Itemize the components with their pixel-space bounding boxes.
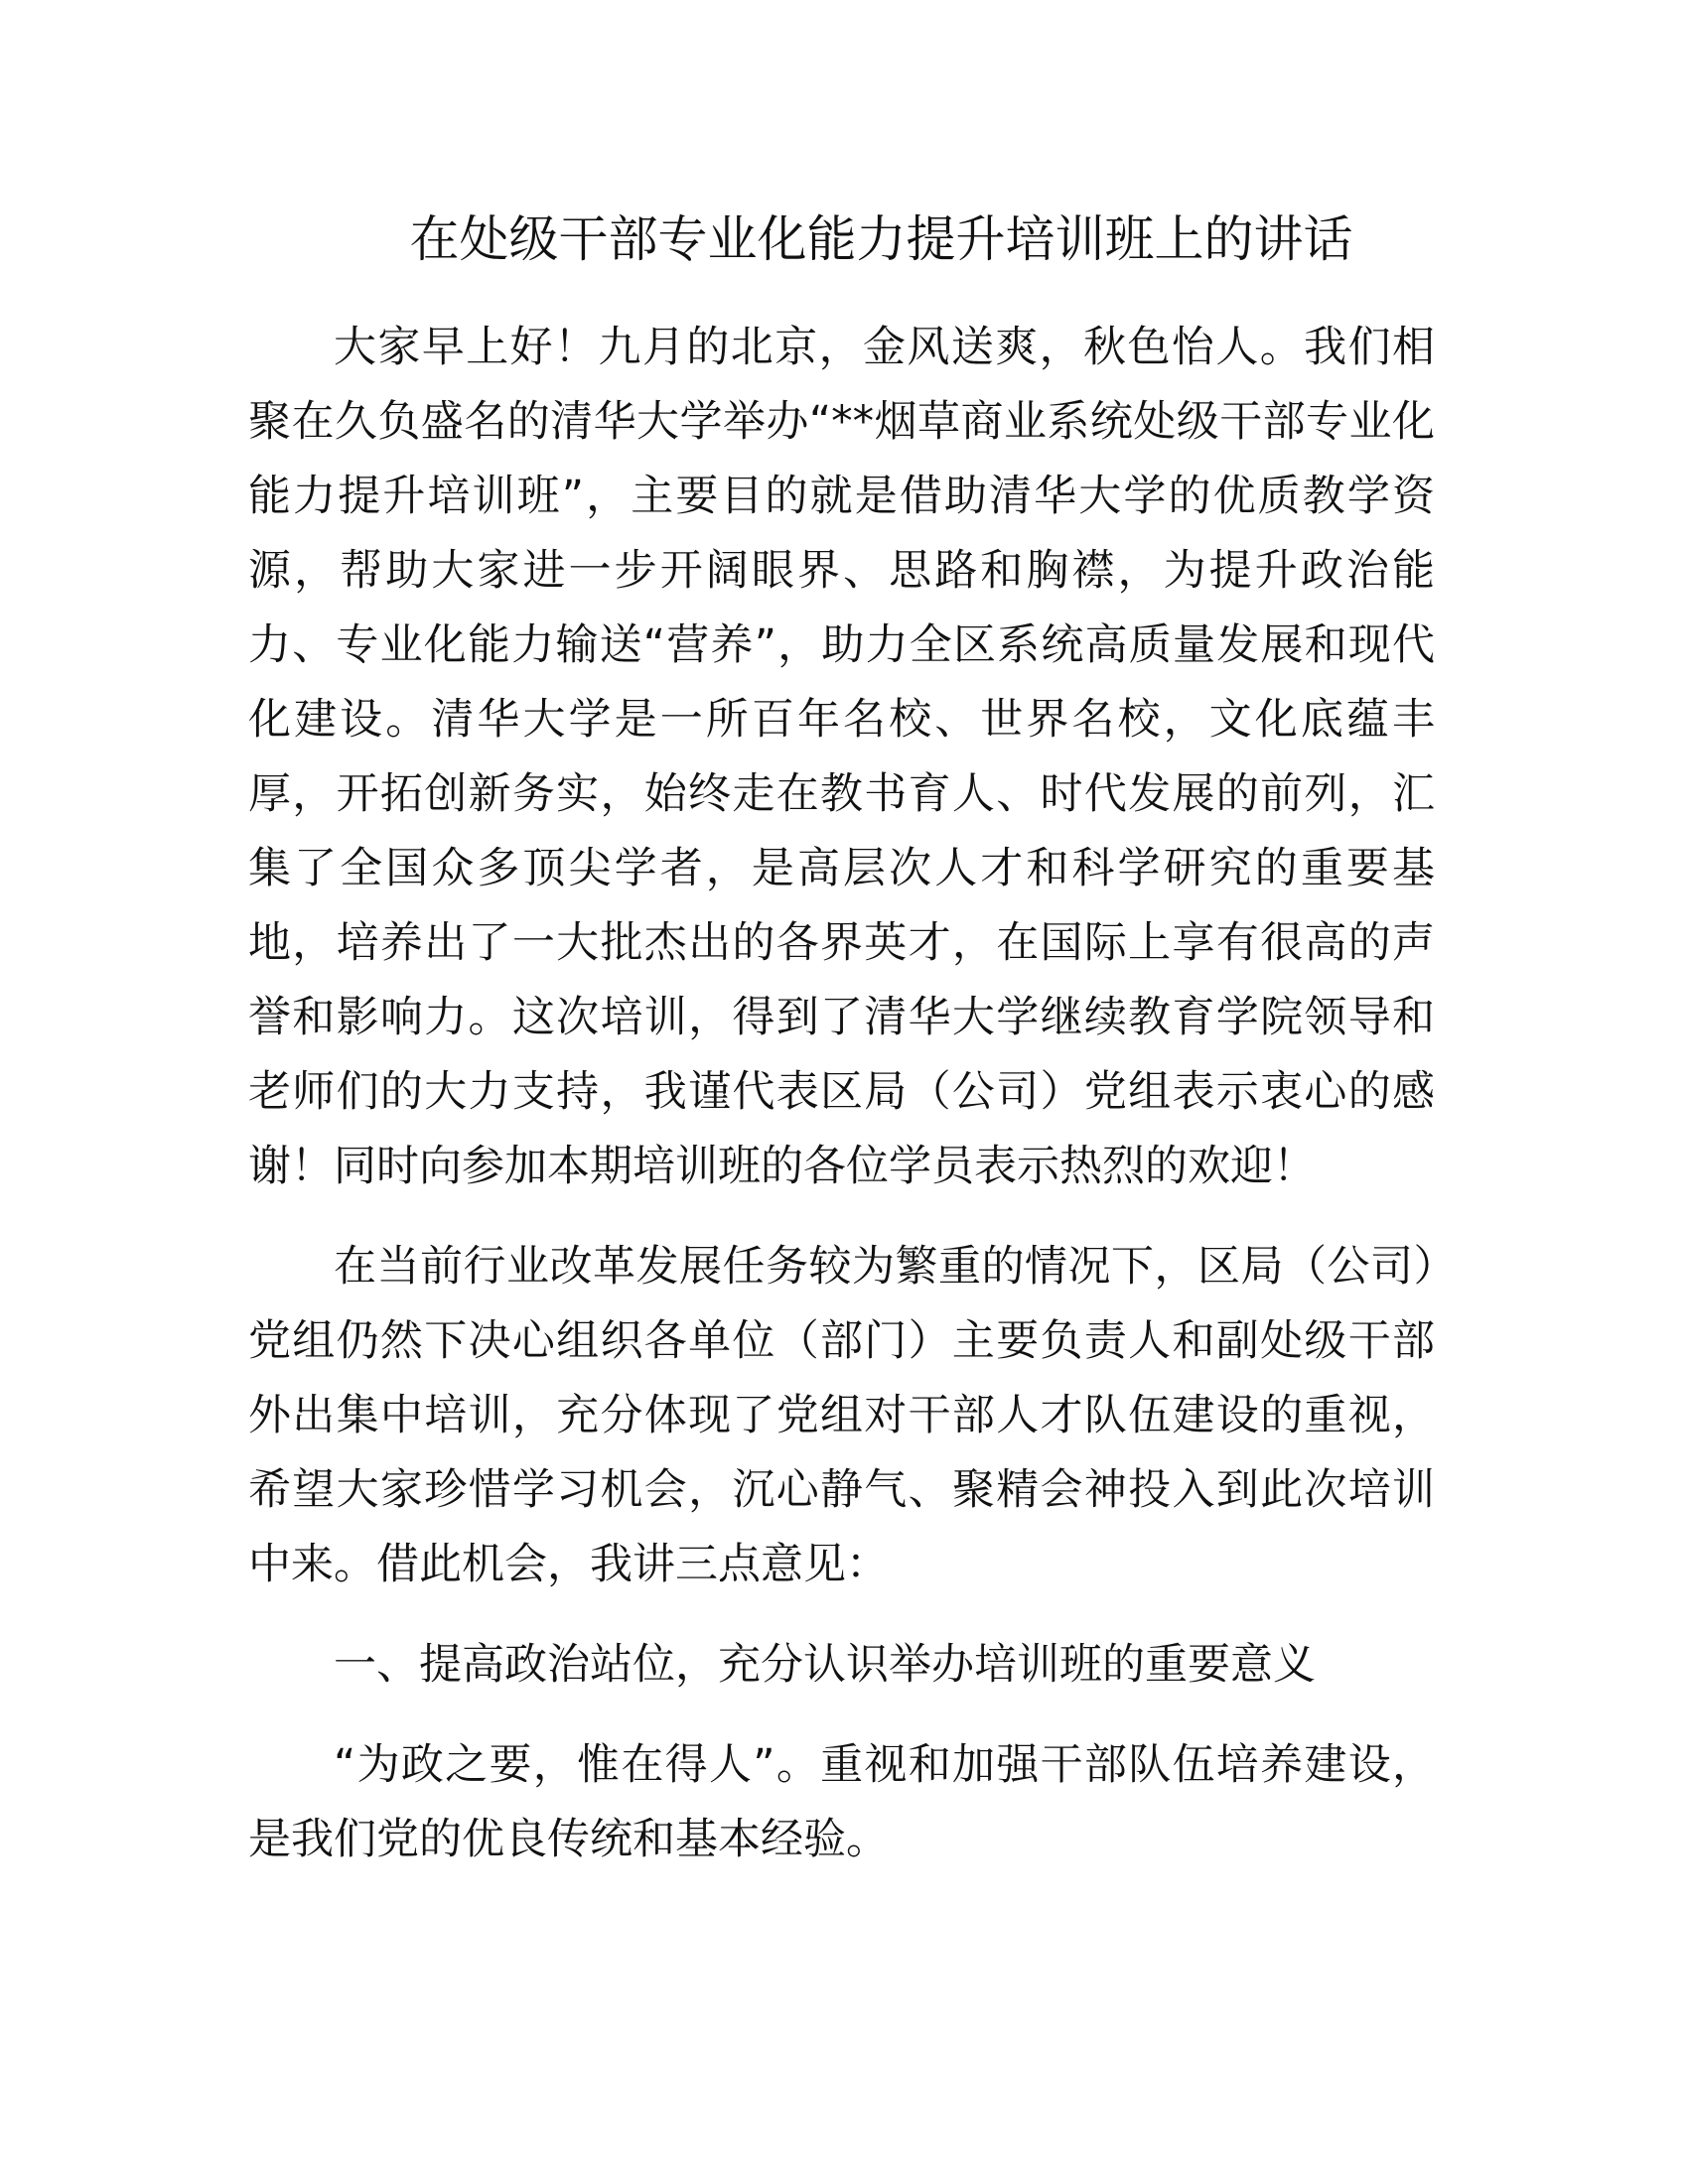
paragraph-context: 在当前行业改革发展任务较为繁重的情况下，区局（公司）党组仍然下决心组织各单位（部门）主要负责人和副处级干部外出集中培训，充分体现了党组对干部人才队伍建设的重视，希望大家珍惜学习机会，沉心静气、聚精会神投入到此次培训中来。借此机会，我讲三点意见： [248,1242,1435,1589]
paragraph-opening: 大家早上好！九月的北京，金风送爽，秋色怡人。我们相聚在久负盛名的清华大学举办“**烟草商业系统处级干部专业化能力提升培训班”，主要目的就是借助清华大学的优质教学资源，帮助大家进一步开阔眼界、思路和胸襟，为提升政治能力、专业化能力输送“营养”，助力全区系统高质量发展和现代化建设。清华大学是一所百年名校、世界名校，文化底蕴丰厚，开拓创新务实，始终走在教书育人、时代发展的前列，汇集了全国众多顶尖学者，是高层次人才和科学研究的重要基地，培养出了一大批杰出的各界英才，在国际上享有很高的声誉和影响力。这次培训，得到了清华大学继续教育学院领导和老师们的大力支持，我谨代表区局（公司）党组表示衷心的感谢！同时向参加本期培训班的各位学员表示热烈的欢迎！ [248,323,1435,1191]
document-body [248,204,1435,1903]
paragraph-section-intro: “为政之要，惟在得人”。重视和加强干部队伍培养建设，是我们党的优良传统和基本经验。 [248,1740,1435,1864]
document-title: 在处级干部专业化能力提升培训班上的讲话 [409,210,1353,268]
section-heading: 一、提高政治站位，充分认识举办培训班的重要意义 [334,1640,1316,1690]
